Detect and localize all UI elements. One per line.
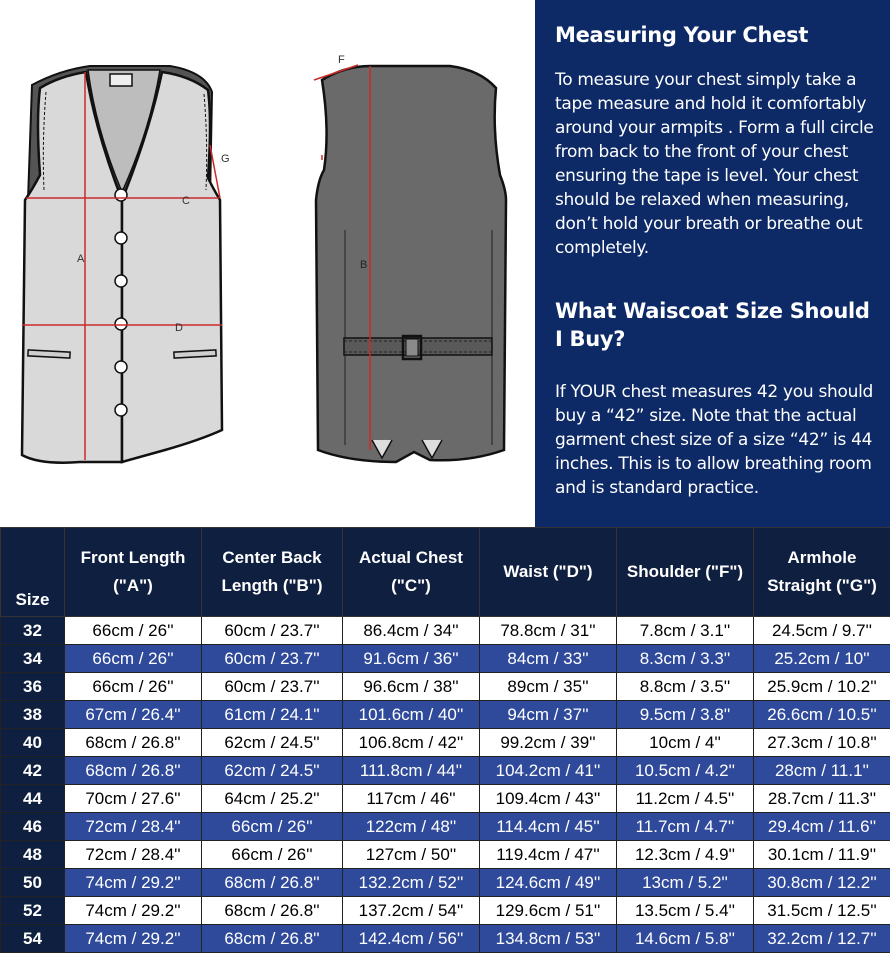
header-size: Size bbox=[1, 528, 65, 617]
measurement-cell: 68cm / 26.8'' bbox=[202, 897, 343, 925]
size-cell: 50 bbox=[1, 869, 65, 897]
header-actual-chest: Actual Chest ("C") bbox=[343, 528, 480, 617]
measurement-cell: 122cm / 48'' bbox=[343, 813, 480, 841]
heading-size-question: What Waiscoat Size Should I Buy? bbox=[555, 297, 876, 353]
measurement-cell: 72cm / 28.4'' bbox=[65, 813, 202, 841]
table-row bbox=[1, 869, 890, 897]
size-cell: 42 bbox=[1, 757, 65, 785]
vest-diagram bbox=[0, 0, 535, 527]
table-row bbox=[1, 813, 890, 841]
size-cell: 34 bbox=[1, 645, 65, 673]
measurement-cell: 142.4cm / 56'' bbox=[343, 925, 480, 953]
measurement-cell: 86.4cm / 34'' bbox=[343, 617, 480, 645]
measurement-cell: 68cm / 26.8'' bbox=[65, 757, 202, 785]
measurement-cell: 29.4cm / 11.6'' bbox=[754, 813, 890, 841]
measurement-cell: 132.2cm / 52'' bbox=[343, 869, 480, 897]
measurement-cell: 70cm / 27.6'' bbox=[65, 785, 202, 813]
measuring-instructions: To measure your chest simply take a tape measure and hold it comfortably around your armpits . Form a full circle from back to the front of your chest ensuring the tape is level. Your chest should be relaxed when measuring, don’t hold your breath or breathe out completely. bbox=[555, 68, 876, 260]
size-cell: 40 bbox=[1, 729, 65, 757]
measurement-cell: 13.5cm / 5.4'' bbox=[617, 897, 754, 925]
table-row bbox=[1, 729, 890, 757]
measurement-cell: 137.2cm / 54'' bbox=[343, 897, 480, 925]
measurement-cell: 64cm / 25.2'' bbox=[202, 785, 343, 813]
measurement-cell: 114.4cm / 45'' bbox=[480, 813, 617, 841]
measurement-cell: 111.8cm / 44'' bbox=[343, 757, 480, 785]
measurement-cell: 127cm / 50'' bbox=[343, 841, 480, 869]
measurement-cell: 28cm / 11.1'' bbox=[754, 757, 890, 785]
measurement-cell: 68cm / 26.8'' bbox=[65, 729, 202, 757]
measurement-cell: 124.6cm / 49'' bbox=[480, 869, 617, 897]
measurement-cell: 7.8cm / 3.1'' bbox=[617, 617, 754, 645]
measurement-cell: 24.5cm / 9.7'' bbox=[754, 617, 890, 645]
front-vest bbox=[22, 66, 230, 463]
measurement-cell: 66cm / 26'' bbox=[202, 841, 343, 869]
info-panel bbox=[535, 0, 890, 527]
table-row bbox=[1, 785, 890, 813]
size-cell: 52 bbox=[1, 897, 65, 925]
size-cell: 38 bbox=[1, 701, 65, 729]
measurement-cell: 91.6cm / 36'' bbox=[343, 645, 480, 673]
measurement-cell: 99.2cm / 39'' bbox=[480, 729, 617, 757]
measurement-cell: 66cm / 26'' bbox=[65, 673, 202, 701]
measurement-cell: 60cm / 23.7'' bbox=[202, 673, 343, 701]
measurement-cell: 94cm / 37'' bbox=[480, 701, 617, 729]
measurement-cell: 32.2cm / 12.7'' bbox=[754, 925, 890, 953]
header-front-length: Front Length ("A") bbox=[65, 528, 202, 617]
measurement-cell: 27.3cm / 10.8'' bbox=[754, 729, 890, 757]
measurement-cell: 31.5cm / 12.5'' bbox=[754, 897, 890, 925]
size-cell: 44 bbox=[1, 785, 65, 813]
table-row bbox=[1, 701, 890, 729]
measurement-cell: 28.7cm / 11.3'' bbox=[754, 785, 890, 813]
measurement-cell: 13cm / 5.2'' bbox=[617, 869, 754, 897]
measurement-cell: 62cm / 24.5'' bbox=[202, 729, 343, 757]
size-cell: 48 bbox=[1, 841, 65, 869]
measurement-cell: 8.8cm / 3.5'' bbox=[617, 673, 754, 701]
measurement-cell: 25.2cm / 10'' bbox=[754, 645, 890, 673]
header-waist: Waist ("D") bbox=[480, 528, 617, 617]
header-armhole-straight: Armhole Straight ("G") bbox=[754, 528, 890, 617]
label-f: F bbox=[338, 54, 345, 66]
measurement-cell: 66cm / 26'' bbox=[202, 813, 343, 841]
measurement-cell: 89cm / 35'' bbox=[480, 673, 617, 701]
measurement-cell: 66cm / 26'' bbox=[65, 617, 202, 645]
label-g: G bbox=[221, 153, 230, 165]
measurement-cell: 119.4cm / 47'' bbox=[480, 841, 617, 869]
measurement-cell: 9.5cm / 3.8'' bbox=[617, 701, 754, 729]
measurement-cell: 11.2cm / 4.5'' bbox=[617, 785, 754, 813]
measurement-cell: 14.6cm / 5.8'' bbox=[617, 925, 754, 953]
measurement-cell: 61cm / 24.1'' bbox=[202, 701, 343, 729]
size-chart-table bbox=[0, 527, 890, 953]
measurement-cell: 117cm / 46'' bbox=[343, 785, 480, 813]
measurement-cell: 30.1cm / 11.9'' bbox=[754, 841, 890, 869]
table-row bbox=[1, 757, 890, 785]
size-advice: If YOUR chest measures 42 you should buy a “42” size. Note that the actual garment chest size of a size “42” is 44 inches. This is to allow breathing room and is standard practice. bbox=[555, 380, 876, 500]
measurement-cell: 60cm / 23.7'' bbox=[202, 645, 343, 673]
size-cell: 46 bbox=[1, 813, 65, 841]
measurement-cell: 11.7cm / 4.7'' bbox=[617, 813, 754, 841]
table-row bbox=[1, 925, 890, 953]
measurement-cell: 66cm / 26'' bbox=[65, 645, 202, 673]
measurement-cell: 72cm / 28.4'' bbox=[65, 841, 202, 869]
measurement-cell: 25.9cm / 10.2'' bbox=[754, 673, 890, 701]
measurement-cell: 62cm / 24.5'' bbox=[202, 757, 343, 785]
measurement-cell: 74cm / 29.2'' bbox=[65, 897, 202, 925]
size-cell: 54 bbox=[1, 925, 65, 953]
measurement-cell: 30.8cm / 12.2'' bbox=[754, 869, 890, 897]
measurement-cell: 78.8cm / 31'' bbox=[480, 617, 617, 645]
measurement-cell: 101.6cm / 40'' bbox=[343, 701, 480, 729]
measurement-cell: 134.8cm / 53'' bbox=[480, 925, 617, 953]
size-cell: 36 bbox=[1, 673, 65, 701]
measurement-cell: 109.4cm / 43'' bbox=[480, 785, 617, 813]
label-d: D bbox=[175, 322, 183, 334]
measurement-cell: 68cm / 26.8'' bbox=[202, 869, 343, 897]
measurement-cell: 10.5cm / 4.2'' bbox=[617, 757, 754, 785]
measurement-cell: 129.6cm / 51'' bbox=[480, 897, 617, 925]
measurement-cell: 67cm / 26.4'' bbox=[65, 701, 202, 729]
header-shoulder: Shoulder ("F") bbox=[617, 528, 754, 617]
measurement-cell: 10cm / 4'' bbox=[617, 729, 754, 757]
measurement-cell: 68cm / 26.8'' bbox=[202, 925, 343, 953]
measurement-cell: 84cm / 33'' bbox=[480, 645, 617, 673]
measurement-cell: 74cm / 29.2'' bbox=[65, 869, 202, 897]
header-center-back-length: Center Back Length ("B") bbox=[202, 528, 343, 617]
table-header-row bbox=[1, 528, 890, 617]
size-cell: 32 bbox=[1, 617, 65, 645]
measurement-cell: 106.8cm / 42'' bbox=[343, 729, 480, 757]
table-row bbox=[1, 841, 890, 869]
measurement-cell: 96.6cm / 38'' bbox=[343, 673, 480, 701]
table-row bbox=[1, 645, 890, 673]
measurement-cell: 74cm / 29.2'' bbox=[65, 925, 202, 953]
label-b: B bbox=[360, 259, 367, 271]
label-a: A bbox=[77, 253, 85, 265]
table-row bbox=[1, 897, 890, 925]
vest-illustration bbox=[0, 0, 535, 527]
measurement-cell: 12.3cm / 4.9'' bbox=[617, 841, 754, 869]
table-row bbox=[1, 617, 890, 645]
measurement-cell: 8.3cm / 3.3'' bbox=[617, 645, 754, 673]
measurement-cell: 60cm / 23.7'' bbox=[202, 617, 343, 645]
measurement-cell: 104.2cm / 41'' bbox=[480, 757, 617, 785]
label-c: C bbox=[182, 195, 190, 207]
back-vest bbox=[314, 54, 506, 462]
table-row bbox=[1, 673, 890, 701]
heading-measuring-chest: Measuring Your Chest bbox=[555, 21, 876, 49]
measurement-cell: 26.6cm / 10.5'' bbox=[754, 701, 890, 729]
